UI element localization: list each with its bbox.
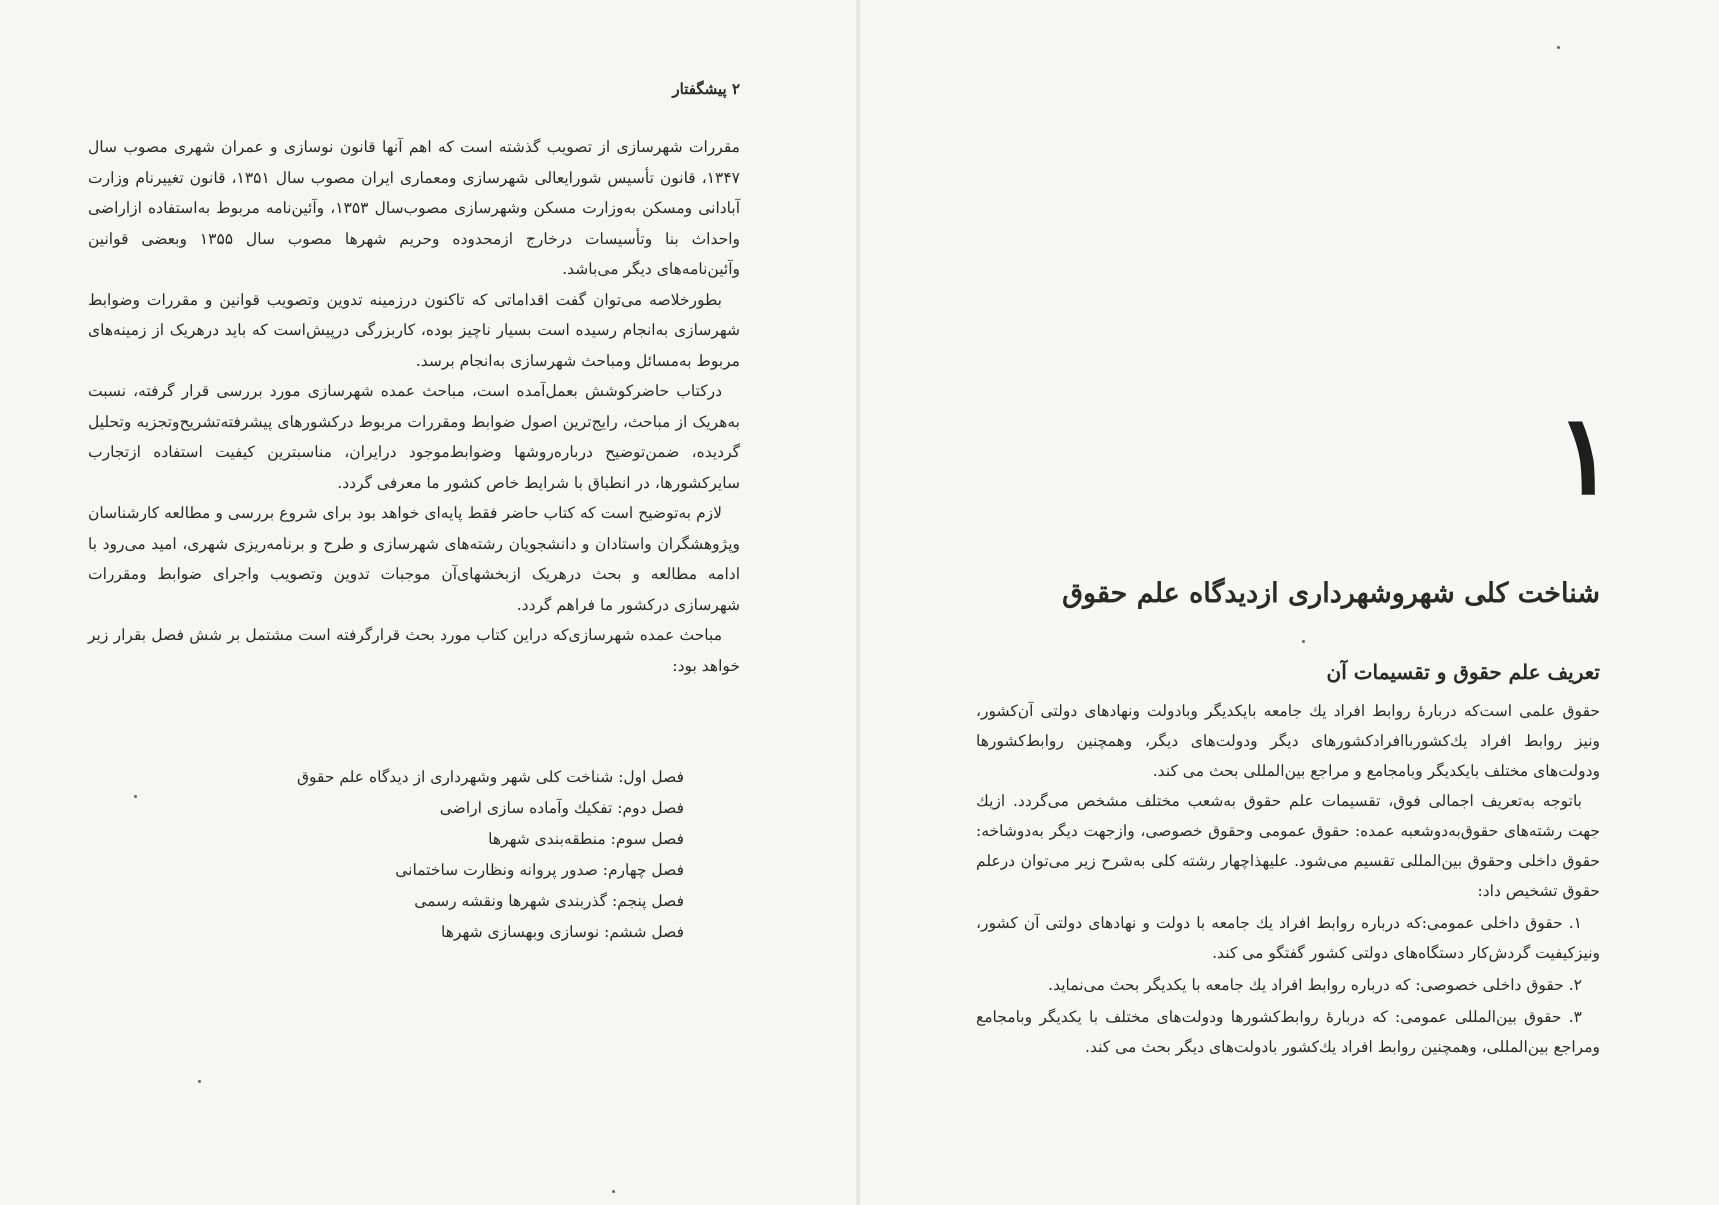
body-paragraph: باتوجه به‌تعریف اجمالی فوق، تقسیمات علم حقوق به‌شعب مختلف مشخص می‌گردد. ازیك جهت رشته‌های حقوق‌به‌دوشعبه عمده: حقوق عمومی وحقوق خصوصی، وازجهت دیگر به‌دوشاخه: حقوق داخلی وحقوق بین‌المللی تقسیم می‌شود. علیهذاچهار رشته کلی به‌شرح زیر می‌توان درعلم حقوق تشخیص داد:: [976, 792, 1600, 900]
chapter-list-item: فصل پنجم: گذربندی شهرها ونقشه رسمی: [414, 892, 684, 910]
running-header: ۲ پیشگفتار: [672, 80, 740, 98]
preface-paragraph: لازم به‌توضیح است که کتاب حاضر فقط پایه‌ای خواهد بود برای شروع بررسی و مطالعه کارشناسان وپژوهشگران واستادان و دانشجویان رشته‌های شهرسازی و طرح و برنامه‌ریزی شهری، امید می‌رود با ادامه مطالعه و بحث درهریک ازبخشهای‌آن موجبات تدوین وتصویب واجرای ضوابط ومقررات شهرسازی درکشور ما فراهم گردد.: [88, 504, 740, 614]
chapter-body: [976, 696, 1600, 1062]
section-title: تعریف علم حقوق و تقسیمات آن: [1326, 660, 1600, 684]
preface-paragraph: مباحث عمده شهرسازی‌که دراین کتاب مورد بحث قرارگرفته است مشتمل بر شش فصل بقرار زیر خواهد بود:: [88, 626, 740, 675]
numbered-item: ۱. حقوق داخلی عمومی:که درباره روابط افراد یك جامعه با دولت و نهادهای دولتی آن کشور، ونیزکیفیت گردش‌کار دستگاه‌های دولتی کشور گفتگو می کند.: [976, 914, 1600, 962]
preface-paragraph: بطورخلاصه می‌توان گفت اقداماتی که تاکنون درزمینه تدوین وتصویب قوانین و مقررات وضوابط شهرسازی به‌انجام رسیده است بسیار ناچیز بوده، کاربزرگی درپیش‌است که باید درهریک از زمینه‌های مربوط به‌مسائل ومباحث شهرسازی به‌انجام برسد.: [88, 290, 740, 370]
body-paragraph: حقوق علمی است‌که دربارۀ روابط افراد یك جامعه بایکدیگر وبادولت ونهادهای دولتی آن‌کشور، ونیز روابط افراد یك‌کشوربا‌افرادکشورهای دیگر ودولت‌های دیگر، وهمچنین روابط‌کشورها ودولت‌های مختلف بایکدیگر وبامجامع و مراجع بین‌المللی بحث می کند.: [976, 702, 1600, 780]
chapter-title: شناخت کلی شهروشهرداری ازدیدگاه علم حقوق: [1062, 578, 1600, 609]
chapter-list-item: فصل سوم: منطقه‌بندی شهرها: [488, 830, 684, 848]
scan-speck: [1302, 640, 1305, 643]
numbered-item: ۲. حقوق داخلی خصوصی: که درباره روابط افراد یك جامعه با یکدیگر بحث می‌نماید.: [1048, 976, 1582, 994]
chapter-list-item: فصل ششم: نوسازی وبهسازی شهرها: [441, 923, 684, 941]
chapter-list: [200, 762, 684, 948]
preface-body: [88, 132, 740, 681]
scan-speck: [198, 1080, 201, 1083]
scan-speck: [1557, 46, 1560, 49]
scan-speck: [612, 1190, 615, 1193]
chapter-list-item: فصل اول: شناخت کلی شهر وشهرداری از دیدگاه علم حقوق: [296, 768, 684, 786]
chapter-list-item: فصل چهارم: صدور پروانه ونظارت ساختمانی: [395, 861, 684, 879]
preface-paragraph: درکتاب حاضرکوشش بعمل‌آمده است، مباحث عمده شهرسازی مورد بررسی قرار گرفته، نسبت به‌هریک از مباحث، رایج‌ترین اصول ضوابط ومقررات مربوط درکشورهای پیشرفته‌تشریح‌وتجزیه وتحلیل گردیده، ضمن‌توضیح درباره‌روشها وضوابط‌موجود درایران، مناسبترین کیفیت استفاده ازتجارب سایرکشورها، در انطباق با شرایط خاص کشور ما معرفی گردد.: [88, 382, 740, 492]
left-page: [0, 0, 859, 1205]
chapter-list-item: فصل دوم: تفکیك وآماده سازی اراضی: [439, 799, 684, 817]
numbered-item: ۳. حقوق بین‌المللی عمومی: که دربارۀ روابط‌کشورها ودولت‌های مختلف با یکدیگر وبامجامع ومراجع بین‌المللی، وهمچنین روابط افراد یك‌کشور بادولت‌های دیگر بحث می کند.: [976, 1008, 1600, 1056]
preface-paragraph: مقررات شهرسازی از تصویب گذشته است که اهم آنها قانون نوسازی و عمران شهری مصوب سال ۱۳۴۷، قانون تأسیس شورایعالی شهرسازی ومعماری ایران مصوب سال ۱۳۵۱، قانون تغییرنام وزارت آبادانی ومسکن به‌وزارت مسکن وشهرسازی مصوب‌سال ۱۳۵۳، وآئین‌نامه مربوط به‌استفاده ازاراضی واحداث بنا وتأسیسات درخارج ازمحدوده وحریم شهرها مصوب سال ۱۳۵۵ وبعضی قوانین وآئین‌نامه‌های دیگر می‌باشد.: [88, 138, 741, 278]
scan-speck: [134, 795, 137, 798]
chapter-number: ۱: [1555, 390, 1615, 519]
